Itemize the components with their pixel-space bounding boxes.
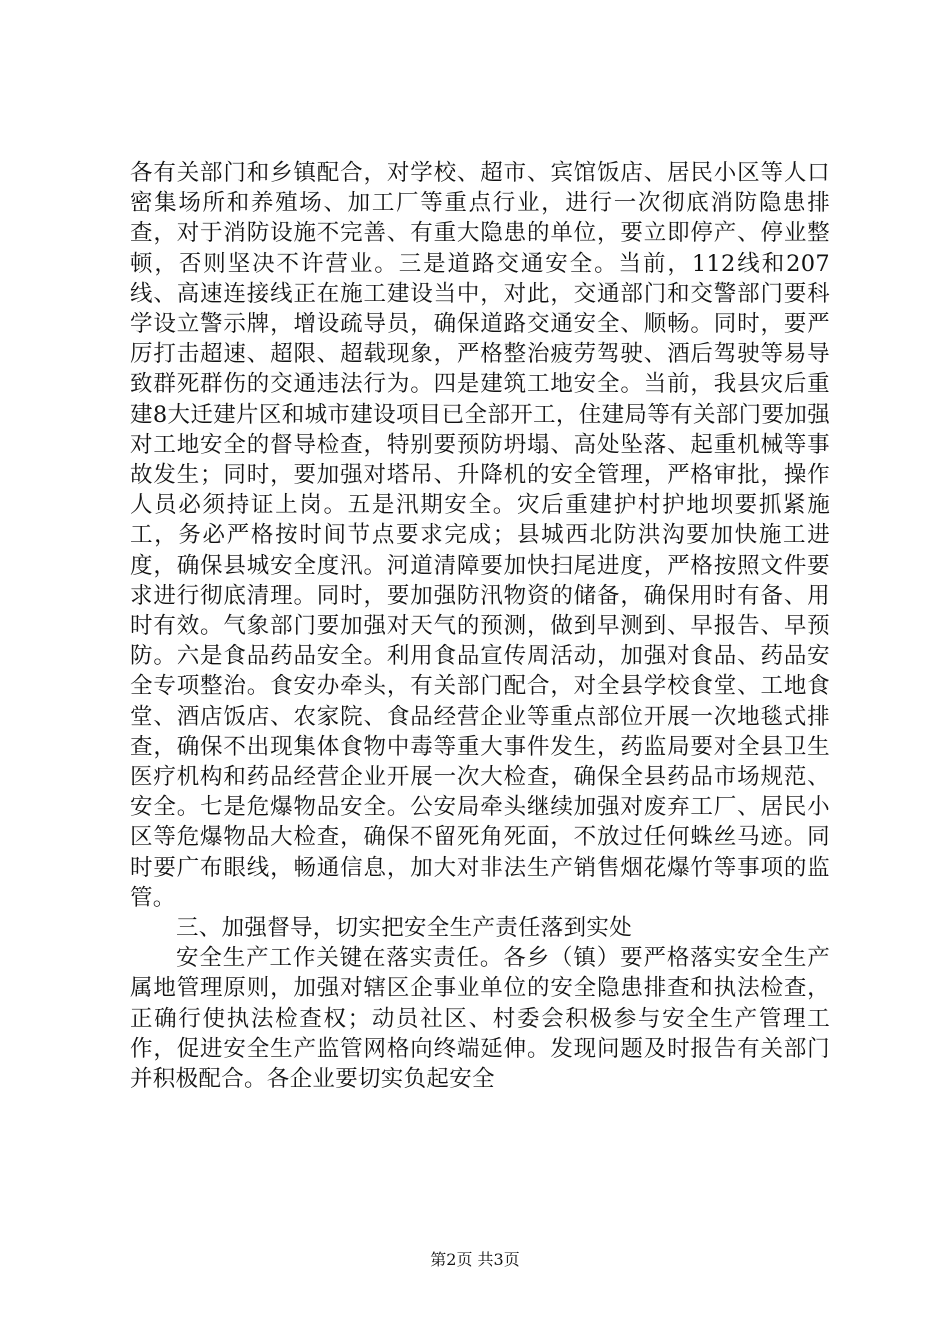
document-body bbox=[130, 158, 830, 1094]
page-number-footer: 第2页 共3页 bbox=[430, 1250, 520, 1269]
body-paragraph-2: 安全生产工作关键在落实责任。各乡（镇）要严格落实安全生产属地管理原则，加强对辖区企事业单位的安全隐患排查和执法检查，正确行使执法检查权；动员社区、村委会积极参与安全生产管理工作，促进安全生产监管网格向终端延伸。发现问题及时报告有关部门并积极配合。各企业要切实负起安全 bbox=[130, 945, 830, 1093]
section-heading-3: 三、加强督导，切实把安全生产责任落到实处 bbox=[176, 915, 633, 942]
body-paragraph-1: 各有关部门和乡镇配合，对学校、超市、宾馆饭店、居民小区等人口密集场所和养殖场、加工厂等重点行业，进行一次彻底消防隐患排查，对于消防设施不完善、有重大隐患的单位，要立即停产、停业整顿，否则坚决不许营业。三是道路交通安全。当前，112线和207线、高速连接线正在施工建设当中，对此，交通部门和交警部门要科学设立警示牌，增设疏导员，确保道路交通安全、顺畅。同时，要严厉打击超速、超限、超载现象，严格整治疲劳驾驶、酒后驾驶等易导致群死群伤的交通违法行为。四是建筑工地安全。当前，我县灾后重建8大迁建片区和城市建设项目已全部开工，住建局等有关部门要加强对工地安全的督导检查，特别要预防坍塌、高处坠落、起重机械等事故发生；同时，要加强对塔吊、升降机的安全管理，严格审批，操作人员必须持证上岗。五是汛期安全。灾后重建护村护地坝要抓紧施工，务必严格按时间节点要求完成；县城西北防洪沟要加快施工进度，确保县城安全度汛。河道清障要加快扫尾进度，严格按照文件要求进行彻底清理。同时，要加强防汛物资的储备，确保用时有备、用时有效。气象部门要加强对天气的预测，做到早测到、早报告、早预防。六是食品药品安全。利用食品宣传周活动，加强对食品、药品安全专项整治。食安办牵头，有关部门配合，对全县学校食堂、工地食堂、酒店饭店、农家院、食品经营企业等重点部位开展一次地毯式排查，确保不出现集体食物中毒等重大事件发生，药监局要对全县卫生医疗机构和药品经营企业开展一次大检查，确保全县药品市场规范、安全。七是危爆物品安全。公安局牵头继续加强对废弃工厂、居民小区等危爆物品大检查，确保不留死角死面，不放过任何蛛丝马迹。同时要广布眼线，畅通信息，加大对非法生产销售烟花爆竹等事项的监管。 bbox=[130, 160, 830, 911]
